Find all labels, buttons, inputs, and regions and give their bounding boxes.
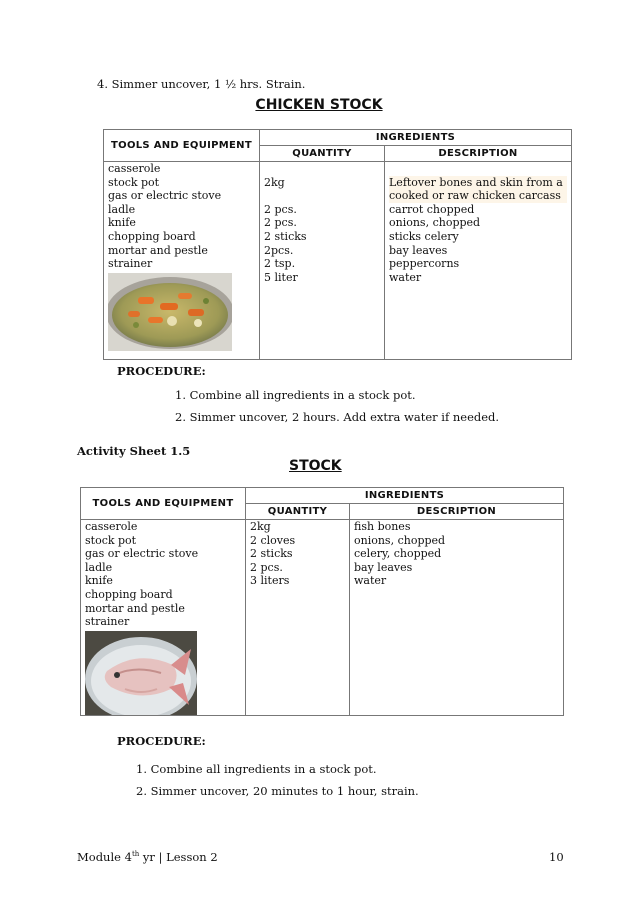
procedure-label: PROCEDURE: [117, 734, 206, 748]
list-item: mortar and pestle [108, 243, 208, 257]
list-item: sticks celery [389, 229, 459, 243]
soup-pot-photo [108, 273, 232, 351]
list-item: strainer [108, 257, 153, 271]
chicken-stock-table [103, 129, 572, 360]
chicken-stock-title: CHICKEN STOCK [255, 97, 383, 113]
list-item: gas or electric stove [85, 547, 199, 561]
list-item: 5 liter [264, 270, 298, 284]
list-item: bay leaves [354, 560, 413, 574]
activity-label: Activity Sheet 1.5 [77, 444, 191, 458]
list-item: chopping board [108, 229, 196, 243]
list-item: 2 sticks [264, 229, 307, 243]
list-item: 2pcs. [264, 243, 294, 257]
stock-title: STOCK [289, 458, 342, 474]
footer-module-text: Module 4 [77, 850, 132, 864]
procedure-step: 1. Combine all ingredients in a stock pot. [175, 388, 416, 402]
ingredients-header: INGREDIENTS [246, 488, 564, 504]
list-item: knife [108, 216, 136, 230]
list-item: 2 cloves [250, 533, 296, 547]
list-item: onions, chopped [354, 533, 446, 547]
list-item: ladle [108, 202, 136, 216]
list-item: onions, chopped [389, 216, 481, 230]
list-item: mortar and pestle [85, 601, 185, 615]
list-item: strainer [85, 615, 130, 629]
list-item: Leftover bones and skin from a cooked or raw chicken carcass [389, 176, 567, 203]
procedure-list [175, 388, 499, 432]
list-item: knife [85, 574, 113, 588]
list-item: peppercorns [389, 257, 460, 271]
page-number: 10 [549, 850, 564, 864]
list-item: 3 liters [250, 574, 290, 588]
quantity-cell [246, 520, 350, 716]
list-item: 2 pcs. [264, 216, 297, 230]
footer-rest: yr | Lesson 2 [139, 850, 218, 864]
list-item: celery, chopped [354, 547, 442, 561]
list-item: water [354, 574, 387, 588]
list-item: water [389, 270, 422, 284]
ingredients-header: INGREDIENTS [260, 130, 572, 146]
list-item: 2kg [264, 175, 285, 189]
list-item: casserole [108, 162, 161, 175]
description-header: DESCRIPTION [350, 504, 564, 520]
list-item: fish bones [354, 520, 411, 533]
tools-cell [104, 162, 260, 360]
list-item: casserole [85, 520, 138, 533]
quantity-header: QUANTITY [246, 504, 350, 520]
list-item [389, 162, 567, 176]
stock-table [80, 487, 564, 716]
tools-header: TOOLS AND EQUIPMENT [104, 130, 260, 162]
procedure-label: PROCEDURE: [117, 364, 206, 378]
procedure-list [136, 762, 419, 806]
list-item: bay leaves [389, 243, 448, 257]
list-item: 2 tsp. [264, 257, 296, 271]
quantity-cell [260, 162, 385, 360]
tools-header: TOOLS AND EQUIPMENT [81, 488, 246, 520]
procedure-step: 2. Simmer uncover, 2 hours. Add extra water if needed. [175, 410, 500, 424]
list-item [264, 189, 380, 203]
list-item: 2 pcs. [250, 560, 283, 574]
list-item: ladle [85, 560, 113, 574]
description-header: DESCRIPTION [385, 146, 572, 162]
list-item: chopping board [85, 587, 173, 601]
fish-stock-photo [85, 631, 197, 715]
description-cell [385, 162, 572, 360]
list-item: 2kg [250, 520, 271, 533]
list-item: gas or electric stove [108, 189, 222, 203]
procedure-step: 2. Simmer uncover, 20 minutes to 1 hour, strain. [136, 784, 419, 798]
list-item: 2 pcs. [264, 202, 297, 216]
list-item: stock pot [85, 533, 137, 547]
tools-cell [81, 520, 246, 716]
list-item [264, 162, 380, 176]
procedure-step: 1. Combine all ingredients in a stock pot. [136, 762, 377, 776]
footer-module [77, 850, 218, 864]
list-item: 2 sticks [250, 547, 293, 561]
quantity-header: QUANTITY [260, 146, 385, 162]
list-item: carrot chopped [389, 202, 475, 216]
description-cell [350, 520, 564, 716]
previous-step: 4. Simmer uncover, 1 ½ hrs. Strain. [97, 77, 306, 91]
footer-sup: th [131, 850, 140, 859]
list-item: stock pot [108, 175, 160, 189]
